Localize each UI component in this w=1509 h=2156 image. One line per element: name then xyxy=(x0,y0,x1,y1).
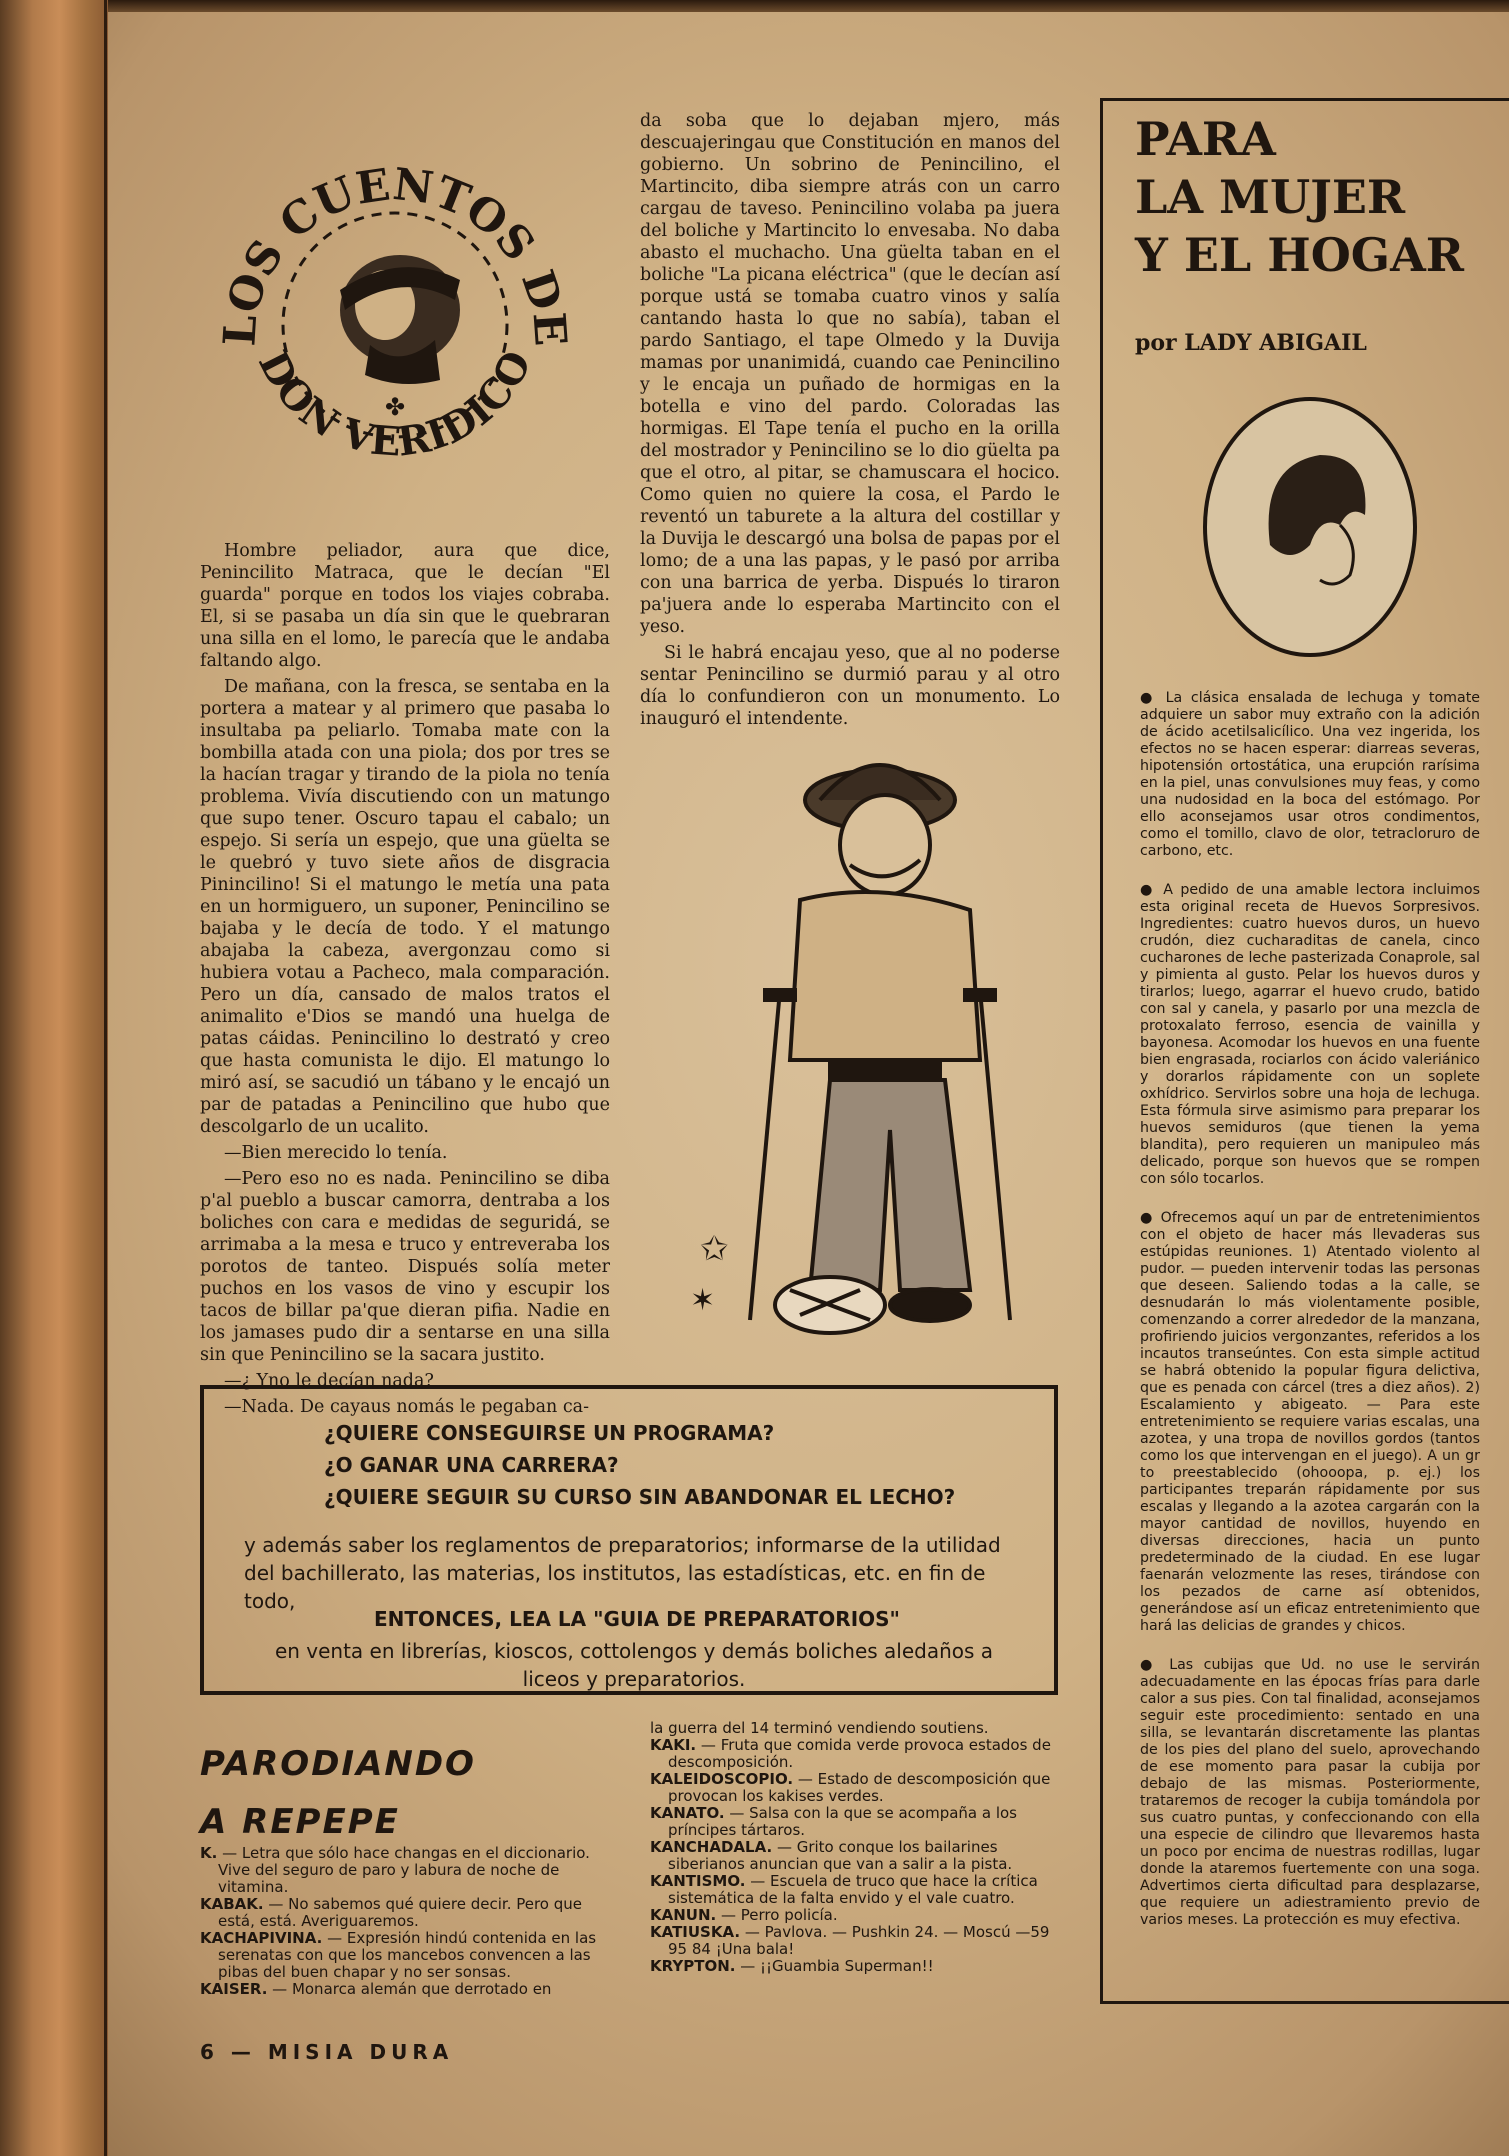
ad-question: ¿QUIERE SEGUIR SU CURSO SIN ABANDONAR EL LECHO? xyxy=(324,1485,956,1509)
spine-divider xyxy=(104,0,107,2156)
bullet-icon: ● xyxy=(1140,690,1166,706)
cuentos-paragraph: Hombre peliador, aura que dice, Penincilito Matraca, que le decían "El guarda" porque en todos los viajes cobraba. El, si se pasaba un día sin que le quebraran una silla en el lomo, le parecía que le andaba faltando algo. xyxy=(200,541,610,671)
lady-abigail-portrait xyxy=(1200,395,1420,660)
bullet-icon: ● xyxy=(1140,1210,1161,1226)
guia-preparatorios-ad xyxy=(200,1385,1058,1695)
glossary-entry xyxy=(650,1907,1065,1924)
glossary-definition: — Estado de descomposición que provocan los kakises verdes. xyxy=(668,1770,1051,1805)
bullet-icon: ● xyxy=(1140,882,1164,898)
glossary-definition: — Perro policía. xyxy=(721,1906,838,1924)
glossary-entry xyxy=(200,1845,615,1896)
mujer-item-text: Las cubijas que Ud. no use le servirán adecuadamente en las épocas frías para darle calor a sus pies. Con tal finalidad, aconsejamos seguir este procedimiento: sentado en una silla, se levantarán discretamente las plantas de los pies del plano del suelo, aprovechando de ese momento para pasar la cubija por debajo de las mismas. Posteriormente, trataremos de recoger la cubija tomándola por sus cuatro puntas, y confeccionando con ella una especie de cilindro que llevaremos hasta un poco por encima de nuestras rodillas, lugar donde la ataremos fuertemente con una soga. Advertimos cierta dificultad para desplazarse, que requiere un adiestramiento previo de varios meses. La protección es muy efectiva. xyxy=(1140,1657,1480,1928)
glossary-definition: — Fruta que comida verde provoca estados de descomposición. xyxy=(668,1736,1051,1771)
glossary-term: KANUN. xyxy=(650,1906,717,1924)
mujer-item-text: La clásica ensalada de lechuga y tomate adquiere un sabor muy extraño con la adición de ácido acetilsalicílico. Una vez ingerida, los efectos no se hacen esperar: diarreas severas, hipotensión ortostática, una erupción rarísima en la piel, unas convulsiones muy feas, y como una nudosidad en la boca del estómago. Por ello aconsejamos usar otros condimentos, como el tomillo, clavo de olor, tetracloruro de carbono, etc. xyxy=(1140,690,1480,859)
logo-text-bottom: DON VERIDICO xyxy=(248,343,542,466)
glossary-definition: — Letra que sólo hace changas en el diccionario. Vive del seguro de paro y labura de noche de vitamina. xyxy=(218,1844,590,1896)
glossary-definition: — Escuela de truco que hace la crítica sistemática de la falta envido y el vale cuatro. xyxy=(668,1872,1038,1907)
glossary-entry xyxy=(200,1930,615,1981)
cuentos-paragraph: da soba que lo dejaban mjero, más descuajeringau que Constitución en manos del gobierno. Un sobrino de Penincilino, el Martincito, diba siempre atrás con un carro cargau de taveso. Penincilino volaba pa juera del boliche y Martincito lo envesaba. No daba abasto el muchacho. Una güelta taban en el boliche "La picana eléctrica" (que le decían así porque ustá se tomaba cuatro vinos y salía cantando hasta lo que no sabía), taban el pardo Santiago, el tape Olmedo y la Duvija mamas por unanimidá, cuando cae Penincilino y le encaja un puñado de hormigas en la botella e vino del pardo. Coloradas las hormigas. El Tape tenía el pucho en la orilla del mostrador y Penincilino se lo dio güelta pa que el otro, al pitar, se chamuscara el hocico. Como quien no quiere la cosa, el Pardo le reventó un taburete a la altura del costillar y la Duvija le descargó una bolsa de papas por el lomo; de a una las papas, y le pasó por arriba con una barrica de yerba. Dispués lo tiraron pa'juera ande lo esperaba Martincito con el yeso. xyxy=(640,111,1060,637)
cuentos-paragraph: —Pero eso no es nada. Penincilino se diba p'al pueblo a buscar camorra, dentraba a los boliches con cara e medidas de seguridá, se arrimaba a la mesa e truco y entreveraba los porotos de tanteo. Dispués solía meter puchos en los vasos de vino y escupir los tacos de billar pa'que dieran pifia. Nadie en los jamases pudo dir a sentarse en una silla sin que Penincilino se la sacara justito. xyxy=(200,1169,610,1365)
glossary-term: KAKI. xyxy=(650,1736,697,1754)
page-footer: 6 — MISIA DURA xyxy=(200,2040,454,2064)
mujer-title xyxy=(1135,110,1495,284)
glossary-term: KALEIDOSCOPIO. xyxy=(650,1770,794,1788)
glossary-term: K. xyxy=(200,1844,218,1862)
glossary-entry xyxy=(650,1958,1065,1975)
cuentos-paragraph: —Bien merecido lo tenía. xyxy=(224,1143,448,1163)
glossary-entry xyxy=(200,1981,615,1998)
glossary-term: KABAK. xyxy=(200,1895,264,1913)
cuentos-paragraph: Si le habrá encajau yeso, que al no poderse sentar Penincilino se durmió parau y al otro día lo confundieron con un monumento. Lo inauguró el intendente. xyxy=(640,643,1060,729)
mujer-items xyxy=(1140,690,1480,1951)
glossary-lead: la guerra del 14 terminó vendiendo soutiens. xyxy=(650,1719,989,1737)
cuentos-paragraph: —¿ Yno le decían nada? xyxy=(224,1371,434,1391)
ad-sale-info: en venta en librerías, kioscos, cottolengos y demás boliches aledaños a liceos y preparatorios. xyxy=(274,1639,994,1691)
glossary-column-2 xyxy=(650,1720,1065,1975)
glossary-definition: — Expresión hindú contenida en las serenatas con que los mancebos convencen a las pibas del buen chapar y no ser sonsas. xyxy=(218,1929,597,1981)
parodiando-title-line: PARODIANDO xyxy=(200,1744,476,1784)
cuentos-paragraph: —Nada. De cayaus nomás le pegaban ca- xyxy=(224,1397,590,1417)
glossary-definition: — Grito conque los bailarines siberianos anuncian que van a salir a la pista. xyxy=(668,1838,1013,1873)
don-veridico-face-icon xyxy=(340,255,460,384)
mujer-item-text: A pedido de una amable lectora incluimos esta original receta de Huevos Sorpresivos. Ingredientes: cuatro huevos duros, un huevo crudón, diez cucharaditas de canela, cinco cucharones de leche pasterizada Conaprole, sal y pimienta al gusto. Pelar los huevos duros y tirarlos; luego, agarrar el huevo crudo, batido con sal y canela, y pasarlo por una mezcla de protoxalato ferroso, esencia de vainilla y bayonesa. Acomodar los huevos en una fuente bien engrasada, rociarlos con ácido valeriánico y dorarlos rápidamente con un soplete oxhídrico. Servirlos sobre una hoja de lechuga. Esta fórmula sirve asimismo para preparar los huevos semiduros (que tienen la yema blandita), pero requieren un manipuleo más delicado, porque son huevos que se rompen con sólo tocarlos. xyxy=(1140,882,1480,1187)
glossary-term: KANATO. xyxy=(650,1804,725,1822)
mujer-title-line: PARA xyxy=(1135,112,1276,166)
glossary-entry xyxy=(650,1839,1065,1873)
mujer-byline: por LADY ABIGAIL xyxy=(1135,330,1367,356)
pain-mark-icon: ✶ xyxy=(690,1283,716,1318)
glossary-definition: — Monarca alemán que derrotado en xyxy=(272,1980,552,1998)
glossary-term: KRYPTON. xyxy=(650,1957,736,1975)
ad-question: ¿O GANAR UNA CARRERA? xyxy=(324,1453,619,1477)
top-edge xyxy=(108,0,1509,12)
glossary-term: KACHAPIVINA. xyxy=(200,1929,323,1947)
glossary-entry xyxy=(200,1896,615,1930)
mujer-title-line: Y EL HOGAR xyxy=(1135,228,1465,282)
mujer-item xyxy=(1140,1210,1480,1635)
glossary-entry xyxy=(650,1873,1065,1907)
parodiando-title-line: A REPEPE xyxy=(200,1802,400,1842)
ad-headline: ENTONCES, LEA LA "GUIA DE PREPARATORIOS" xyxy=(374,1607,900,1631)
ad-question: ¿QUIERE CONSEGUIRSE UN PROGRAMA? xyxy=(324,1421,775,1445)
logo-ornament-icon: ✤ xyxy=(384,393,406,421)
glossary-definition: — Salsa con la que se acompaña a los príncipes tártaros. xyxy=(668,1804,1017,1839)
mujer-item xyxy=(1140,690,1480,860)
glossary-entry xyxy=(650,1771,1065,1805)
glossary-definition: — No sabemos qué quiere decir. Pero que está, está. Averiguaremos. xyxy=(218,1895,583,1930)
parodiando-title xyxy=(200,1735,476,1851)
glossary-entry xyxy=(650,1805,1065,1839)
glossary-term: KATIUSKA. xyxy=(650,1923,741,1941)
glossary-entry xyxy=(650,1924,1065,1958)
mujer-title-line: LA MUJER xyxy=(1135,170,1406,224)
glossary-term: KANCHADALA. xyxy=(650,1838,773,1856)
mujer-item-text: Ofrecemos aquí un par de entretenimientos con el objeto de hacer más llevaderas sus estúpidas reuniones. 1) Atentado violento al pudor. — pueden intervenir todas las personas que deseen. Saliendo todas a la calle, se desnudarán lo más violentamente posible, comenzando a correr alrededor de la manzana, profiriendo juicios vergonzantes, referidos a los incautos transeúntes. Con esta simple actitud se habrá obtenido la popular figura delictiva, que es penada con cárcel (tres a diez años). 2) Escalamiento y abigeato. — Para este entretenimiento se requiere varias escalas, una azotea, y una tropa de novillos gordos (tantos como los que intervengan en el juego). A un gr to preestablecido (ohooopa, p. ej.) los participantes treparán rápidamente por sus escalas y llegando a la azotea cargarán con la mayor cantidad de novillos, huyendo en diversas direcciones, hacia un punto predeterminado de la ciudad. En ese lugar faenarán velozmente las reses, tirándose con los pezados de carne así obtenidos, generándose así un eficaz entretenimiento que hará las delicias de grandes y chicos. xyxy=(1140,1210,1480,1634)
glossary-term: KANTISMO. xyxy=(650,1872,746,1890)
mujer-item xyxy=(1140,1657,1480,1929)
bullet-icon: ● xyxy=(1140,1657,1170,1673)
mujer-item xyxy=(1140,882,1480,1188)
man-on-crutches-illustration xyxy=(680,730,1080,1350)
glossary-definition: — ¡¡Guambia Superman!! xyxy=(740,1957,934,1975)
glossary-definition: — Pavlova. — Pushkin 24. — Moscú —59 95 84 ¡Una bala! xyxy=(668,1923,1050,1958)
cuentos-column-1 xyxy=(200,540,610,1422)
book-spine xyxy=(0,0,108,2156)
ad-body: y además saber los reglamentos de preparatorios; informarse de la utilidad del bachillerato, las materias, los institutos, las estadísticas, etc. en fin de todo, xyxy=(244,1533,1001,1613)
star-icon: ✩ xyxy=(700,1229,729,1269)
cuentos-logo xyxy=(210,140,580,510)
glossary-column-1 xyxy=(200,1845,615,1998)
logo-text-top: LOS CUENTOS DE xyxy=(214,158,576,348)
cuentos-paragraph: De mañana, con la fresca, se sentaba en la portera a matear y al primero que pasaba lo insultaba pa peliarlo. Tomaba mate con la bombilla atada con una piola; dos por tres se la hacían tragar y tirando de la piola no tenía problema. Vivía discutiendo con un matungo que supo tener. Oscuro tapau el cabalo; un espejo. Si sería un espejo, que una güelta se le quebró y tuvo siete años de disgracia Pinincilino! Si el matungo le metía una pata en un hormiguero, un suponer, Penincilino se bajaba y le decía de todo. Y el matungo abajaba la cabeza, avergonzau como si hubiera votau a Pacheco, mala comparación. Pero un día, cansado de malos tratos el animalito e'Dios se mandó una huelga de patas cáidas. Penincilino lo destrató y creo que hasta comunista le dijo. El matungo lo miró así, se sacudió un tábano y le encajó un par de patadas a Penincilino que hubo que descolgarlo de un ucalito. xyxy=(200,677,610,1137)
glossary-term: KAISER. xyxy=(200,1980,268,1998)
glossary-entry xyxy=(650,1737,1065,1771)
cuentos-column-2 xyxy=(640,110,1060,734)
